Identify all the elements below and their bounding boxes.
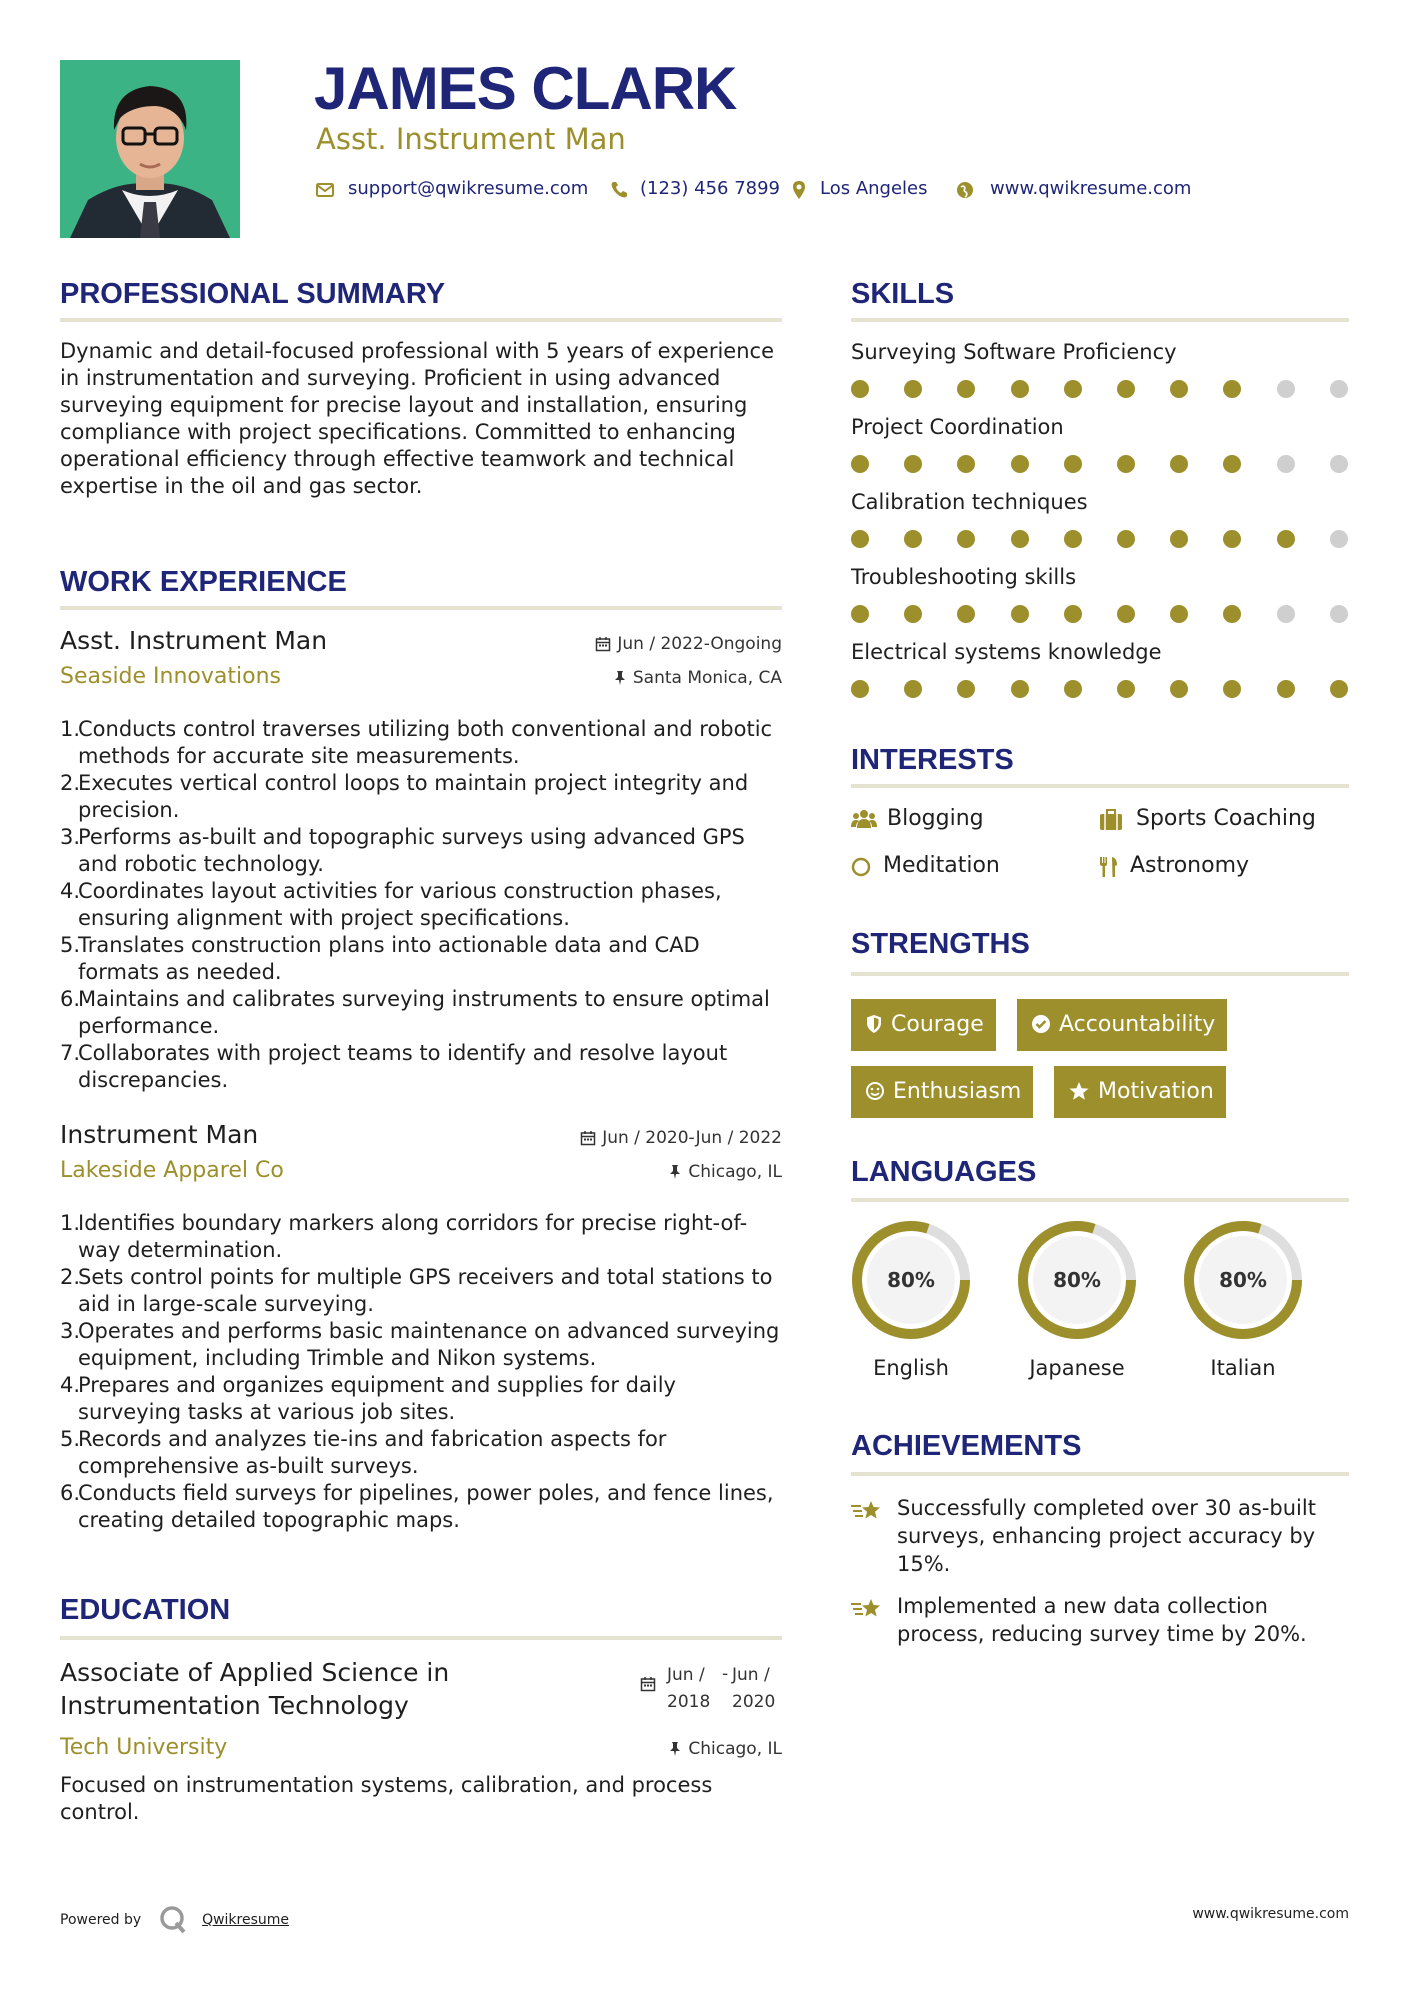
education-description: Focused on instrumentation systems, calibration, and process control.	[60, 1773, 713, 1824]
rating-dot-filled	[1170, 530, 1188, 548]
rating-dot-filled	[904, 530, 922, 548]
rating-dot-filled	[851, 680, 869, 698]
education-end-year: 2020	[732, 1692, 776, 1712]
footer-powered-by	[60, 1904, 289, 1934]
skill-row	[851, 640, 1351, 710]
education-location-text: Chicago, IL	[688, 1739, 782, 1759]
contact-bar	[314, 178, 1354, 206]
language-percent: 80%	[1219, 1268, 1267, 1292]
language-item	[851, 1220, 971, 1380]
rating-dot-empty	[1277, 380, 1295, 398]
language-name: Italian	[1210, 1356, 1276, 1380]
education-degree	[60, 1656, 449, 1722]
strength-label: Courage	[891, 1012, 984, 1037]
rating-dot-filled	[957, 380, 975, 398]
pin-icon	[668, 1741, 682, 1757]
trophy-star-icon	[851, 1498, 885, 1526]
job-location	[668, 1162, 782, 1182]
duty-item: 2. Executes vertical control loops to maintain project integrity and precision.	[60, 771, 749, 822]
map-marker-icon	[788, 179, 810, 201]
duties-list	[60, 1210, 782, 1534]
summary-heading: PROFESSIONAL SUMMARY	[60, 278, 446, 310]
skills-heading: SKILLS	[851, 278, 955, 310]
education-end	[732, 1662, 775, 1716]
rating-dot-filled	[1170, 380, 1188, 398]
trophy-star-icon	[851, 1596, 885, 1624]
pin-icon	[613, 670, 627, 686]
qwikresume-link[interactable]: Qwikresume	[202, 1912, 290, 1928]
degree-line-2: Instrumentation Technology	[60, 1691, 409, 1720]
education-start	[667, 1662, 710, 1716]
rating-dot-filled	[1011, 530, 1029, 548]
job-company: Lakeside Apparel Co	[60, 1158, 284, 1183]
rating-dot-filled	[851, 455, 869, 473]
summary-text: Dynamic and detail-focused professional with 5 years of experience in instrumentation and surveying. Proficient in using advanced surveying equipment for precise layout and installation, ensuring compliance with project specifications. Committed to enhancing operational efficiency through effective teamwork and technical expertise in the oil and gas sector.	[60, 339, 774, 498]
interests-divider	[851, 784, 1349, 788]
interest-label: Blogging	[887, 806, 984, 831]
rating-dot-filled	[1064, 530, 1082, 548]
language-item	[1017, 1220, 1137, 1380]
rating-dot-filled	[1223, 380, 1241, 398]
duty-item: 7. Collaborates with project teams to identify and resolve layout discrepancies.	[60, 1041, 728, 1092]
rating-dot-filled	[1117, 380, 1135, 398]
rating-dot-filled	[1170, 605, 1188, 623]
rating-dot-filled	[904, 605, 922, 623]
email-icon	[314, 179, 336, 201]
strengths-heading: STRENGTHS	[851, 928, 1030, 960]
avatar-illustration	[60, 60, 240, 238]
strength-badge	[851, 1066, 1033, 1118]
rating-dot-filled	[1011, 380, 1029, 398]
rating-dot-filled	[1117, 455, 1135, 473]
summary-divider	[60, 318, 782, 322]
job-location-text: Chicago, IL	[688, 1162, 782, 1182]
duty-item: 4. Coordinates layout activities for various construction phases, ensuring alignment with project specifications.	[60, 879, 722, 930]
smile-icon	[865, 1081, 885, 1101]
rating-dot-filled	[957, 605, 975, 623]
circle-icon	[851, 855, 875, 879]
calendar-icon-wrap	[640, 1676, 656, 1696]
achievement-text: Implemented a new data collection process, reducing survey time by 20%.	[897, 1594, 1307, 1646]
calendar-icon	[595, 636, 611, 652]
job-dates	[580, 1128, 782, 1148]
job-location	[613, 668, 782, 688]
skill-name: Project Coordination	[851, 415, 1064, 439]
rating-dot-filled	[1011, 605, 1029, 623]
skill-row	[851, 490, 1351, 560]
utensils-icon	[1098, 855, 1122, 879]
skill-name: Electrical systems knowledge	[851, 640, 1162, 664]
profile-photo	[60, 60, 240, 238]
languages-heading: LANGUAGES	[851, 1156, 1037, 1188]
interest-label: Sports Coaching	[1136, 806, 1316, 831]
language-item	[1183, 1220, 1303, 1380]
job-company: Seaside Innovations	[60, 664, 281, 689]
rating-dot-empty	[1277, 455, 1295, 473]
education-date-dash: -	[722, 1664, 729, 1684]
pin-icon	[668, 1164, 682, 1180]
job-dates-text: Jun / 2020-Jun / 2022	[602, 1128, 782, 1148]
users-icon	[851, 808, 877, 832]
contact-location: Los Angeles	[820, 178, 928, 199]
duty-item: 5. Translates construction plans into actionable data and CAD formats as needed.	[60, 933, 700, 984]
degree-line-1: Associate of Applied Science in	[60, 1658, 450, 1687]
duty-item: 6. Maintains and calibrates surveying instruments to ensure optimal performance.	[60, 987, 770, 1038]
skill-row	[851, 340, 1351, 410]
education-location	[668, 1739, 782, 1759]
duty-item: 4. Prepares and organizes equipment and supplies for daily surveying tasks at various job sites.	[60, 1373, 676, 1424]
education-end-month: Jun /	[732, 1665, 770, 1685]
duty-item: 3. Operates and performs basic maintenance on advanced surveying equipment, including Trimble and Nikon systems.	[60, 1319, 780, 1370]
rating-dot-filled	[851, 605, 869, 623]
skill-name: Calibration techniques	[851, 490, 1088, 514]
rating-dot-filled	[1117, 530, 1135, 548]
language-name: Japanese	[1029, 1356, 1125, 1380]
strength-label: Accountability	[1059, 1012, 1216, 1037]
strength-label: Motivation	[1098, 1079, 1214, 1104]
rating-dot-filled	[904, 380, 922, 398]
candidate-title: Asst. Instrument Man	[316, 122, 626, 156]
strength-badge	[1017, 999, 1227, 1051]
interest-label: Meditation	[883, 853, 1000, 878]
duty-item: 1. Identifies boundary markers along corridors for precise right-of-way determination.	[60, 1211, 748, 1262]
check-circle-icon	[1031, 1014, 1051, 1034]
rating-dot-filled	[904, 455, 922, 473]
rating-dot-filled	[1223, 530, 1241, 548]
skill-name: Surveying Software Proficiency	[851, 340, 1177, 364]
rating-dot-filled	[957, 530, 975, 548]
job-location-text: Santa Monica, CA	[632, 668, 782, 688]
education-start-month: Jun /	[667, 1665, 705, 1685]
achievements-divider	[851, 1472, 1349, 1476]
briefcase-icon	[1098, 808, 1124, 832]
contact-phone[interactable]: (123) 456 7899	[640, 178, 781, 199]
contact-website[interactable]: www.qwikresume.com	[990, 178, 1192, 199]
achievements-heading: ACHIEVEMENTS	[851, 1430, 1082, 1462]
rating-dot-filled	[1223, 605, 1241, 623]
rating-dot-filled	[1170, 455, 1188, 473]
languages-divider	[851, 1198, 1349, 1202]
job-title: Instrument Man	[60, 1120, 259, 1149]
strength-badge	[1054, 1066, 1226, 1118]
strengths-divider	[851, 972, 1349, 976]
skill-rating	[851, 605, 1347, 623]
rating-dot-filled	[957, 455, 975, 473]
duty-item: 5. Records and analyzes tie-ins and fabrication aspects for comprehensive as-built surveys.	[60, 1427, 667, 1478]
education-school: Tech University	[60, 1735, 228, 1760]
job-dates	[595, 634, 782, 654]
shield-icon	[865, 1014, 883, 1034]
rating-dot-filled	[1011, 455, 1029, 473]
duty-item: 6. Conducts field surveys for pipelines, power poles, and fence lines, creating detailed topographic maps.	[60, 1481, 774, 1532]
language-percent: 80%	[887, 1268, 935, 1292]
rating-dot-filled	[1277, 680, 1295, 698]
rating-dot-empty	[1330, 530, 1348, 548]
calendar-icon	[580, 1130, 596, 1146]
rating-dot-filled	[1223, 680, 1241, 698]
skill-rating	[851, 680, 1347, 698]
rating-dot-filled	[851, 380, 869, 398]
education-divider	[60, 1636, 782, 1640]
rating-dot-empty	[1330, 605, 1348, 623]
skill-row	[851, 415, 1351, 485]
interest-label: Astronomy	[1130, 853, 1250, 878]
contact-email[interactable]: support@qwikresume.com	[348, 178, 589, 199]
rating-dot-filled	[904, 680, 922, 698]
language-percent: 80%	[1053, 1268, 1101, 1292]
interests-heading: INTERESTS	[851, 744, 1014, 776]
rating-dot-empty	[1330, 380, 1348, 398]
language-name: English	[873, 1356, 949, 1380]
globe-icon	[954, 179, 976, 201]
achievement-text: Successfully completed over 30 as-built surveys, enhancing project accuracy by 15%.	[897, 1496, 1316, 1576]
duty-item: 2. Sets control points for multiple GPS receivers and total stations to aid in large-scale surveying.	[60, 1265, 773, 1316]
skill-rating	[851, 530, 1347, 548]
rating-dot-filled	[1064, 680, 1082, 698]
duty-item: 1. Conducts control traverses utilizing both conventional and robotic methods for accurate site measurements.	[60, 717, 773, 768]
rating-dot-filled	[1064, 605, 1082, 623]
duty-item: 3. Performs as-built and topographic surveys using advanced GPS and robotic technology.	[60, 825, 745, 876]
rating-dot-filled	[957, 680, 975, 698]
strength-badge	[851, 999, 996, 1051]
duties-list	[60, 716, 782, 1094]
calendar-icon	[640, 1676, 656, 1692]
education-start-year: 2018	[667, 1692, 711, 1712]
footer-website[interactable]: www.qwikresume.com	[1192, 1906, 1349, 1922]
rating-dot-filled	[1117, 605, 1135, 623]
rating-dot-filled	[1170, 680, 1188, 698]
job-dates-text: Jun / 2022-Ongoing	[617, 634, 782, 654]
powered-by-label: Powered by	[60, 1912, 142, 1928]
education-heading: EDUCATION	[60, 1594, 231, 1626]
skill-rating	[851, 380, 1347, 398]
rating-dot-empty	[1277, 605, 1295, 623]
experience-divider	[60, 606, 782, 610]
rating-dot-filled	[851, 530, 869, 548]
strength-label: Enthusiasm	[893, 1079, 1022, 1104]
star-icon	[1068, 1081, 1090, 1101]
phone-icon	[608, 179, 630, 201]
candidate-name: JAMES CLARK	[314, 55, 737, 122]
rating-dot-empty	[1330, 455, 1348, 473]
rating-dot-filled	[1064, 455, 1082, 473]
skill-row	[851, 565, 1351, 635]
rating-dot-filled	[1064, 380, 1082, 398]
job-title: Asst. Instrument Man	[60, 626, 328, 655]
skill-name: Troubleshooting skills	[851, 565, 1077, 589]
rating-dot-filled	[1117, 680, 1135, 698]
skills-divider	[851, 318, 1349, 322]
experience-heading: WORK EXPERIENCE	[60, 566, 347, 598]
skill-rating	[851, 455, 1347, 473]
rating-dot-filled	[1277, 530, 1295, 548]
rating-dot-filled	[1011, 680, 1029, 698]
languages-list	[851, 1220, 1351, 1400]
rating-dot-filled	[1330, 680, 1348, 698]
qwikresume-logo-icon	[158, 1904, 188, 1934]
rating-dot-filled	[1223, 455, 1241, 473]
